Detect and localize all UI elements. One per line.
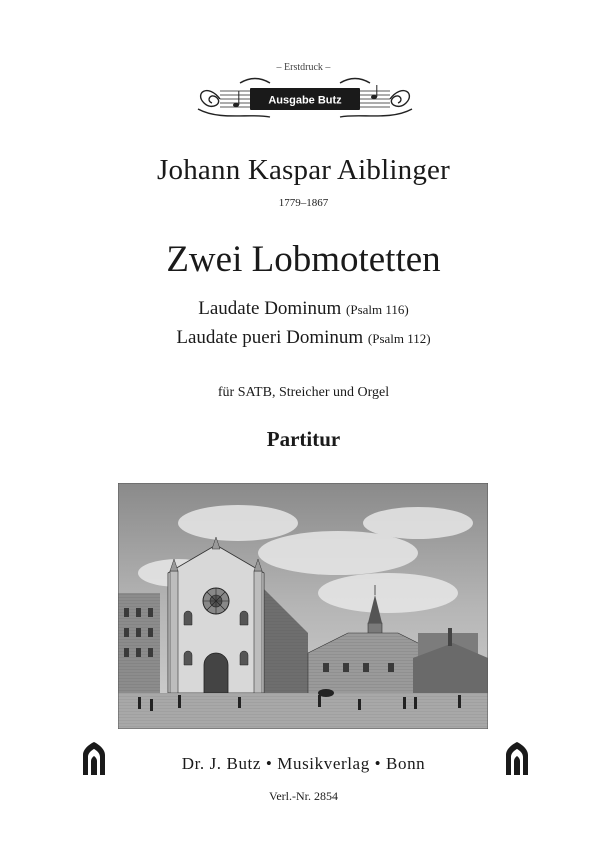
- score-format: Partitur: [266, 427, 341, 451]
- piece-1: [0, 298, 607, 320]
- first-print-label: – Erstdruck –: [276, 62, 331, 73]
- piece-2-name: Laudate pueri Dominum: [176, 327, 364, 348]
- piece-1-psalm: (Psalm 116): [346, 302, 409, 317]
- publisher-line: Dr. J. Butz • Musikverlag • Bonn: [181, 754, 426, 773]
- church-engraving-illustration: [118, 483, 488, 729]
- composer-dates: 1779–1867: [278, 197, 329, 209]
- composer-name: Johann Kaspar Aiblinger: [157, 154, 450, 186]
- catalog-number: Verl.-Nr. 2854: [269, 789, 338, 803]
- gothic-arch-logo-icon: [505, 741, 529, 775]
- instrumentation: für SATB, Streicher und Orgel: [217, 385, 390, 400]
- piece-1-name: Laudate Dominum: [198, 298, 342, 319]
- edition-badge: Ausgabe Butz: [268, 94, 342, 107]
- work-title: Zwei Lobmotetten: [166, 239, 441, 280]
- piece-2: [0, 327, 607, 349]
- piece-2-psalm: (Psalm 112): [367, 331, 431, 346]
- edition-banner: [190, 73, 420, 129]
